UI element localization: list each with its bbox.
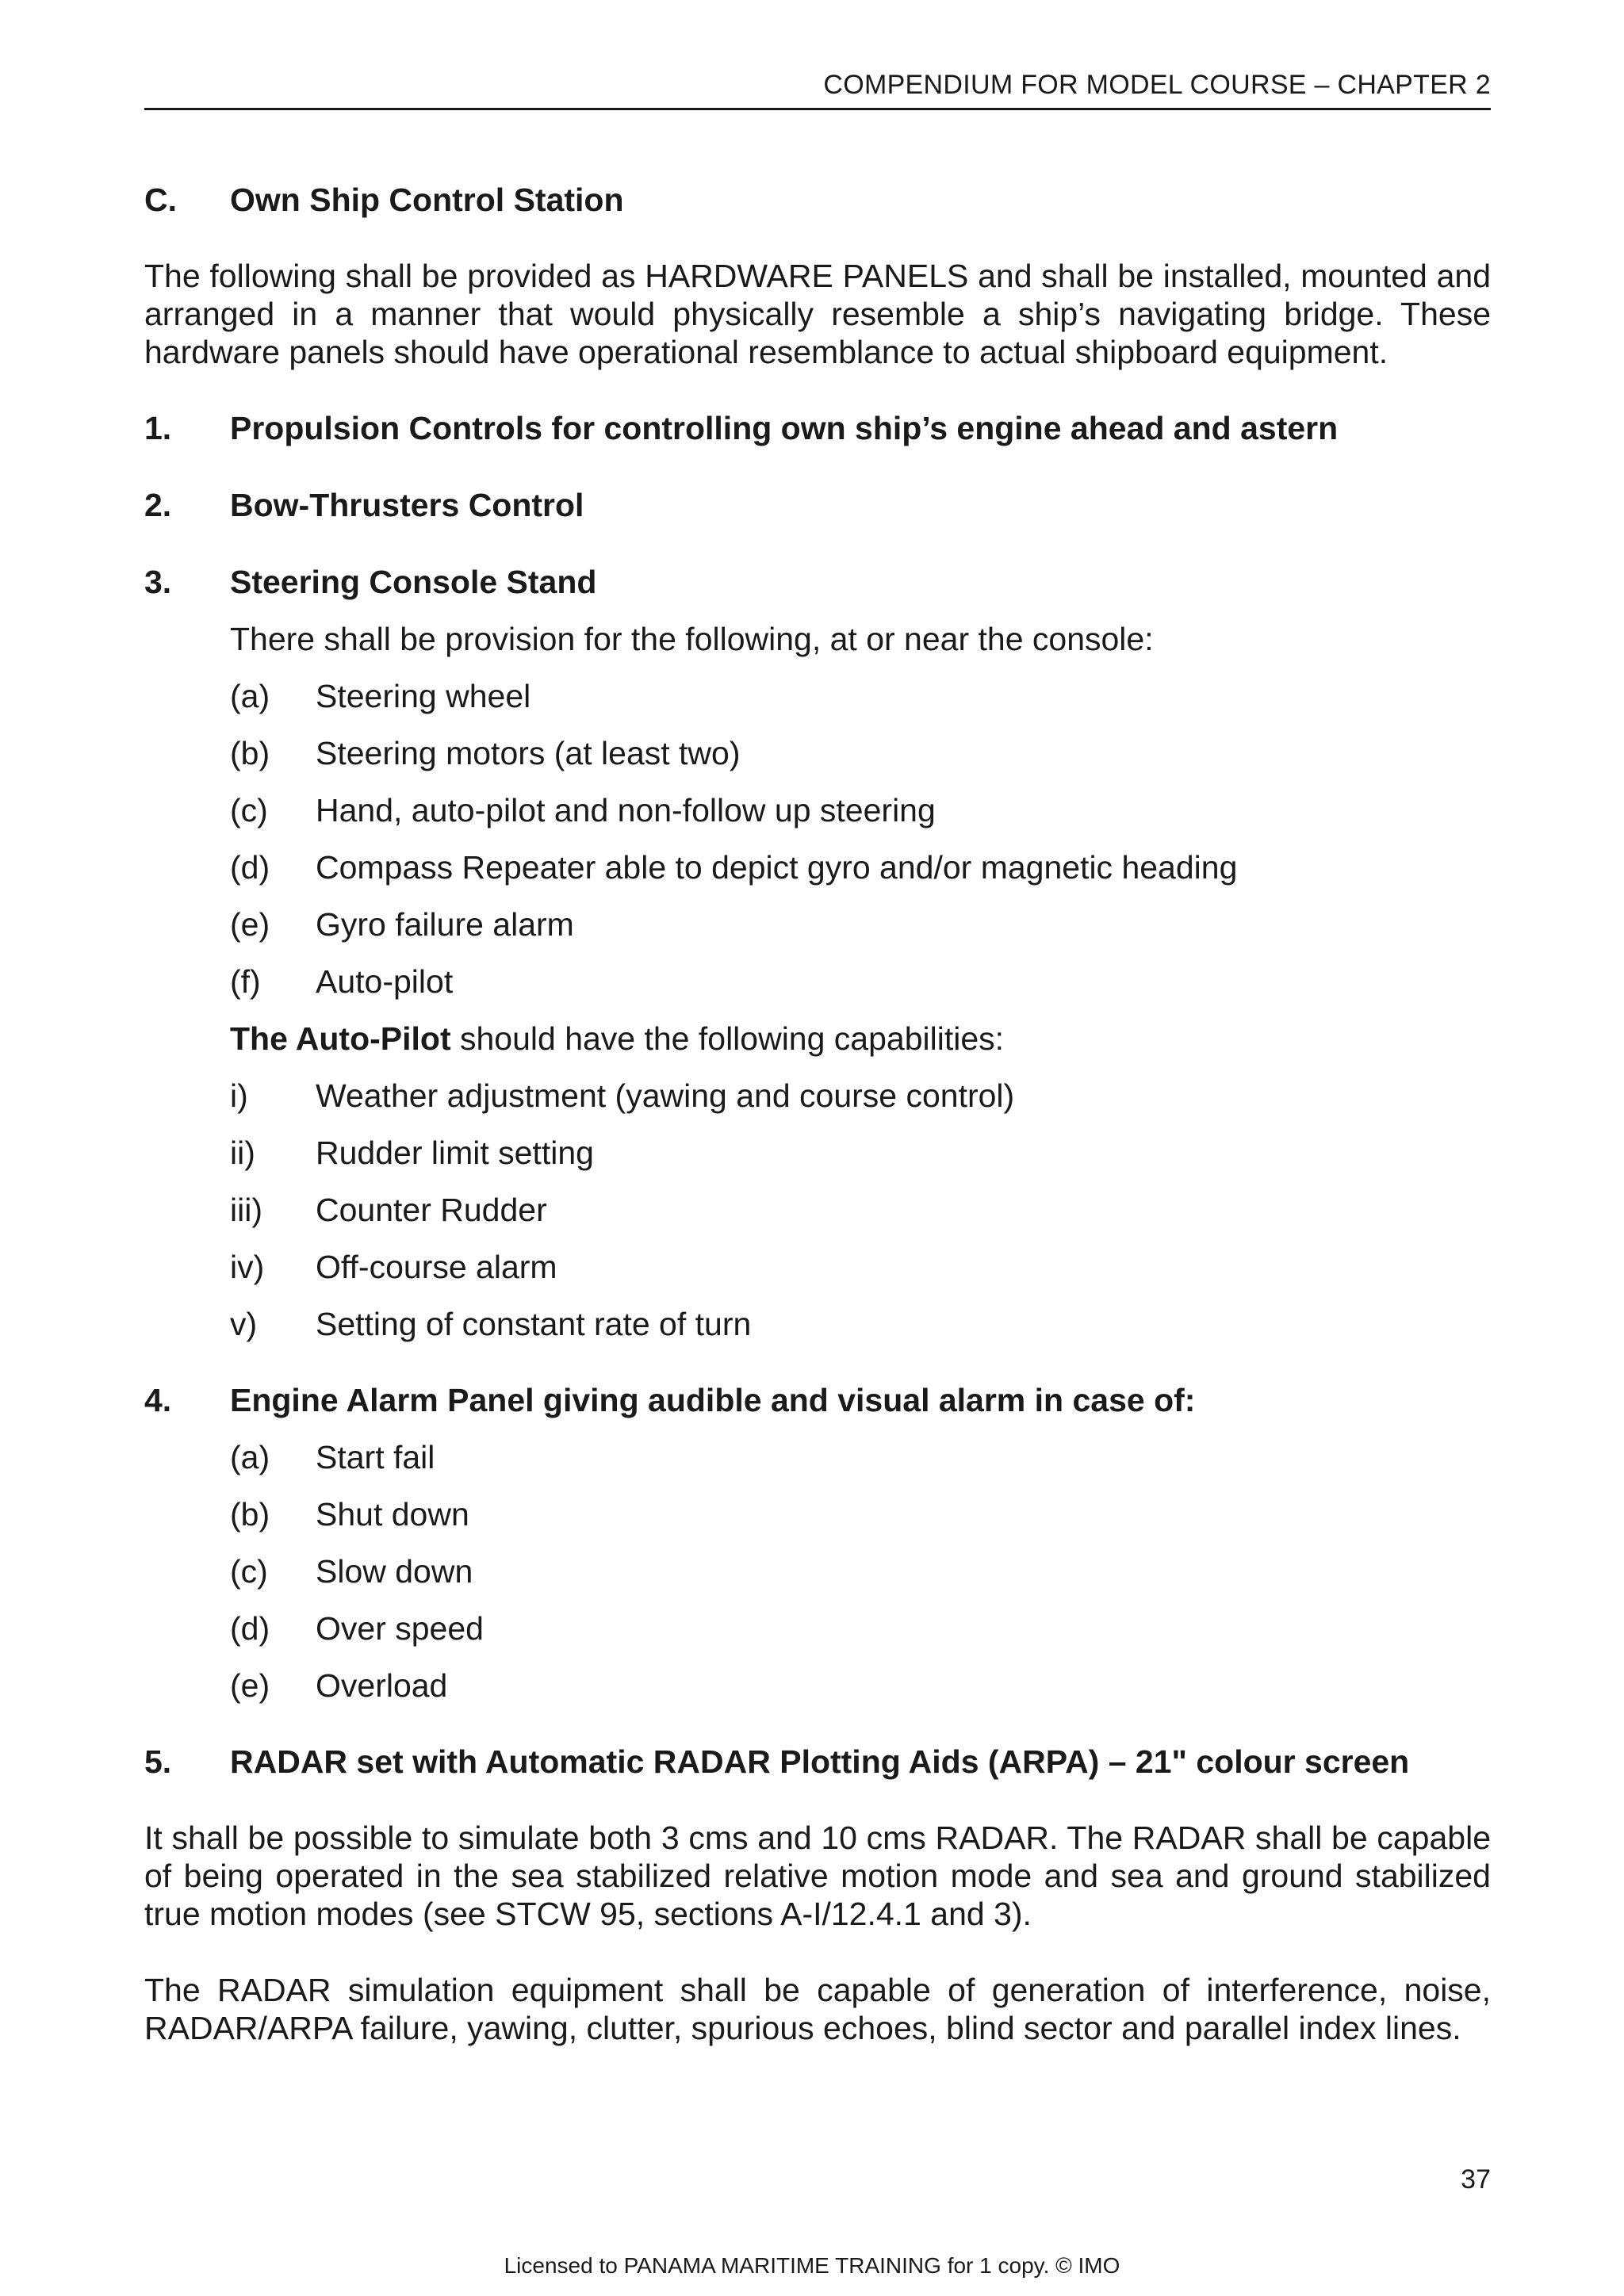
header-rule (144, 108, 1491, 110)
list-item-text: Weather adjustment (yawing and course control) (316, 1077, 1015, 1114)
list-item-text: Counter Rudder (316, 1192, 547, 1228)
list-item (230, 734, 1491, 772)
item-4-number: 4. (144, 1382, 172, 1418)
radar-paragraph-1: It shall be possible to simulate both 3 cms and 10 cms RADAR. The RADAR shall be capable of being operated in the sea stabilized relative motion mode and sea and ground stabilized true motion modes (see STCW 95, sections A-I/12.4.1 and 3). (144, 1820, 1491, 1932)
list-item (230, 1667, 1491, 1705)
item-2-heading (144, 486, 1491, 524)
list-item-text: Setting of constant rate of turn (316, 1306, 752, 1342)
list-item-text: Off-course alarm (316, 1249, 557, 1285)
item-1-title: Propulsion Controls for controlling own ship’s engine ahead and astern (230, 410, 1339, 446)
item-5-number: 5. (144, 1743, 172, 1780)
list-item-text: Rudder limit setting (316, 1135, 594, 1171)
list-item (230, 1552, 1491, 1590)
list-item-label: v) (230, 1306, 258, 1342)
section-heading (144, 181, 1491, 219)
list-item-label: (e) (230, 906, 270, 943)
list-item-label: (a) (230, 1439, 270, 1475)
list-item-label: (c) (230, 1553, 268, 1590)
license-footer: Licensed to PANAMA MARITIME TRAINING for 1 copy. © IMO (504, 2253, 1120, 2278)
item-3-title: Steering Console Stand (230, 564, 597, 600)
item-3-heading (144, 563, 1491, 601)
autopilot-lead-bold: The Auto-Pilot (230, 1020, 451, 1057)
item-4-body (230, 1438, 1491, 1705)
list-item-text: Slow down (316, 1553, 473, 1590)
list-item-text: Start fail (316, 1439, 435, 1475)
list-item-label: i) (230, 1077, 248, 1114)
page-content (144, 181, 1491, 2047)
list-item (230, 1609, 1491, 1647)
list-item-label: (b) (230, 735, 270, 771)
item-3-body (230, 620, 1491, 1343)
list-item-label: iv) (230, 1249, 265, 1285)
list-item (230, 1077, 1491, 1115)
list-item-text: Over speed (316, 1610, 484, 1647)
item-4-heading (144, 1381, 1491, 1419)
list-item-label: (b) (230, 1496, 270, 1533)
autopilot-lead (230, 1020, 1491, 1058)
section-label: C. (144, 182, 177, 218)
list-item-text: Overload (316, 1667, 448, 1704)
list-item (230, 1191, 1491, 1229)
list-item-label: (c) (230, 792, 268, 828)
list-item (230, 1248, 1491, 1286)
list-item-text: Compass Repeater able to depict gyro and/or magnetic heading (316, 849, 1238, 886)
radar-paragraph-2: The RADAR simulation equipment shall be capable of generation of interference, noise, RADAR/ARPA failure, yawing, clutter, spurious echoes, blind sector and parallel index lines. (144, 1972, 1491, 2046)
list-item (230, 1495, 1491, 1533)
list-item-text: Auto-pilot (316, 963, 454, 1000)
list-item-text: Steering wheel (316, 678, 531, 714)
list-item (230, 791, 1491, 829)
list-item-text: Gyro failure alarm (316, 906, 574, 943)
list-item-label: iii) (230, 1192, 262, 1228)
item-1-number: 1. (144, 410, 172, 446)
list-item-label: (a) (230, 678, 270, 714)
item-2-number: 2. (144, 487, 172, 523)
item-3-number: 3. (144, 564, 172, 600)
section-title: Own Ship Control Station (230, 182, 624, 218)
running-header: COMPENDIUM FOR MODEL COURSE – CHAPTER 2 (823, 70, 1491, 100)
list-item-text: Shut down (316, 1496, 469, 1533)
item-5-heading (144, 1743, 1491, 1781)
list-item (230, 677, 1491, 715)
list-item (230, 1134, 1491, 1172)
list-item (230, 1305, 1491, 1343)
list-item (230, 962, 1491, 1001)
list-item (230, 848, 1491, 886)
list-item-label: (e) (230, 1667, 270, 1704)
item-3-lead: There shall be provision for the following, at or near the console: (230, 621, 1154, 657)
intro-paragraph: The following shall be provided as HARDWARE PANELS and shall be installed, mounted and arranged in a manner that would physically resemble a ship’s navigating bridge. These hardware panels should have operational resemblance to actual shipboard equipment. (144, 258, 1491, 370)
list-item-text: Hand, auto-pilot and non-follow up steering (316, 792, 936, 828)
list-item-label: (d) (230, 849, 270, 886)
list-item-label: ii) (230, 1135, 255, 1171)
item-4-title: Engine Alarm Panel giving audible and visual alarm in case of: (230, 1382, 1196, 1418)
autopilot-lead-rest: should have the following capabilities: (450, 1020, 1005, 1057)
item-2-title: Bow-Thrusters Control (230, 487, 584, 523)
item-1-heading (144, 409, 1491, 447)
page-number: 37 (1461, 2164, 1491, 2195)
list-item-label: (f) (230, 963, 261, 1000)
list-item (230, 1438, 1491, 1476)
item-5-title: RADAR set with Automatic RADAR Plotting Aids (ARPA) – 21" colour screen (230, 1743, 1410, 1780)
list-item-label: (d) (230, 1610, 270, 1647)
list-item-text: Steering motors (at least two) (316, 735, 741, 771)
list-item (230, 905, 1491, 943)
